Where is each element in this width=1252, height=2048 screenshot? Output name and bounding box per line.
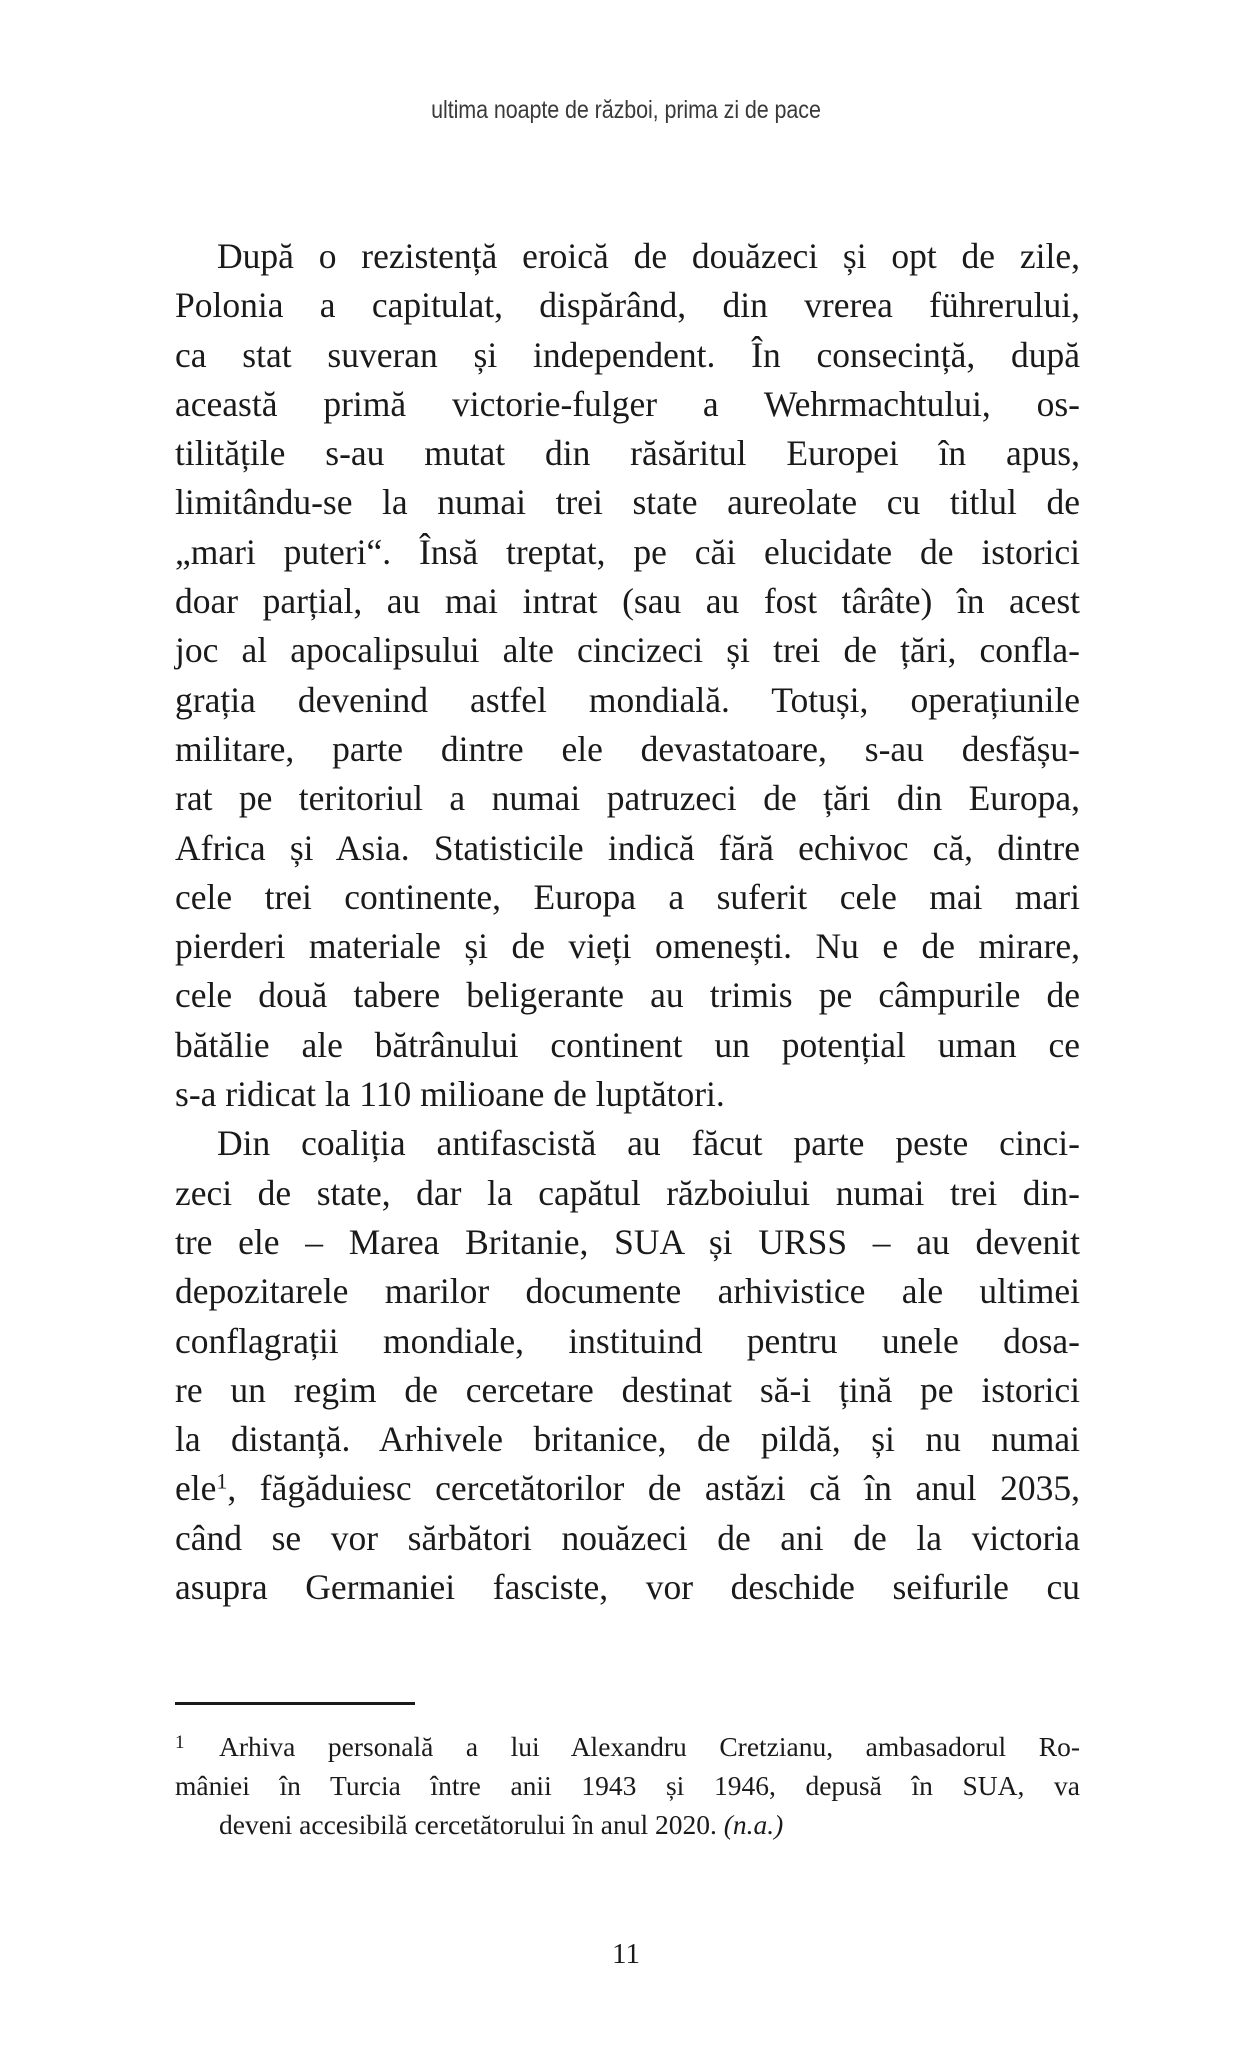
footnote-line: mâniei în Turcia între anii 1943 și 1946, depusă în SUA, va <box>175 1770 1080 1801</box>
text-line: cele două tabere beligerante au trimis pe câmpurile de <box>175 975 1080 1016</box>
footnote-text <box>175 1727 1080 1844</box>
text-line: doar parțial, au mai intrat (sau au fost târâte) în acest <box>175 581 1080 622</box>
text-line: zeci de state, dar la capătul războiului numai trei din- <box>175 1172 1080 1213</box>
text-line: tilitățile s-au mutat din răsăritul Europei în apus, <box>175 433 1080 474</box>
footnote-fragment: deveni accesibilă cercetătorului în anul 2020. <box>219 1809 724 1840</box>
page-number: 11 <box>612 1938 640 1970</box>
text-line: bătălie ale bătrânului continent un potențial uman ce <box>175 1024 1080 1065</box>
text-line: pierderi materiale și de vieți omenești. Nu e de mirare, <box>175 926 1080 967</box>
text-line: această primă victorie-fulger a Wehrmachtului, os- <box>175 383 1080 424</box>
body-text <box>175 232 1080 1612</box>
text-line-with-footnote-ref <box>175 1464 1080 1513</box>
text-line: Africa și Asia. Statisticile indică fără echivoc că, dintre <box>175 827 1080 868</box>
text-line: „mari puteri“. Însă treptat, pe căi elucidate de istorici <box>175 531 1080 572</box>
footnote-line-final <box>175 1805 1080 1844</box>
text-line: cele trei continente, Europa a suferit cele mai mari <box>175 876 1080 917</box>
text-line: limitându-se la numai trei state aureolate cu titlul de <box>175 482 1080 523</box>
text-line: militare, parte dintre ele devastatoare, s-au desfășu- <box>175 728 1080 769</box>
text-fragment: ele <box>175 1468 217 1509</box>
text-line: ca stat suveran și independent. În consecință, după <box>175 334 1080 375</box>
footnote-block <box>175 1702 1080 1844</box>
footnote-line: Arhiva personală a lui Alexandru Cretzianu, ambasadorul Ro- <box>219 1731 1080 1762</box>
text-line: asupra Germaniei fasciste, vor deschide seifurile cu <box>175 1567 1080 1608</box>
running-head: ultima noapte de război, prima zi de pace <box>431 96 821 124</box>
text-fragment: , făgăduiesc cercetătorilor de astăzi că în anul 2035, <box>227 1468 1080 1509</box>
text-line: la distanță. Arhivele britanice, de pildă, și nu numai <box>175 1419 1080 1460</box>
text-line: conflagrații mondiale, instituind pentru unele dosa- <box>175 1320 1080 1361</box>
text-line: s-a ridicat la 110 milioane de luptători. <box>175 1074 725 1115</box>
paragraph-2 <box>175 1119 1080 1612</box>
text-line: joc al apocalipsului alte cincizeci și trei de țări, confla- <box>175 630 1080 671</box>
text-line: Din coaliția antifascistă au făcut parte peste cinci- <box>217 1123 1080 1164</box>
text-line: rat pe teritoriul a numai patruzeci de țări din Europa, <box>175 778 1080 819</box>
text-line: grația devenind astfel mondială. Totuși, operațiunile <box>175 679 1080 720</box>
paragraph-1 <box>175 232 1080 1119</box>
text-line: depozitarele marilor documente arhivistice ale ultimei <box>175 1271 1080 1312</box>
footnote-attribution: (n.a.) <box>723 1809 784 1840</box>
text-line: tre ele – Marea Britanie, SUA și URSS – au devenit <box>175 1221 1080 1262</box>
footnote-marker: 1 <box>175 1732 185 1753</box>
text-line: Polonia a capitulat, dispărând, din vrerea führerului, <box>175 285 1080 326</box>
footnote-content <box>175 1727 1080 1844</box>
footnote-reference-marker[interactable]: 1 <box>216 1468 228 1494</box>
footnote-separator-rule <box>175 1702 415 1705</box>
text-line: când se vor sărbători nouăzeci de ani de la victoria <box>175 1517 1080 1558</box>
text-line: După o rezistență eroică de douăzeci și opt de zile, <box>217 236 1080 276</box>
text-line: re un regim de cercetare destinat să-i țină pe istorici <box>175 1369 1080 1410</box>
